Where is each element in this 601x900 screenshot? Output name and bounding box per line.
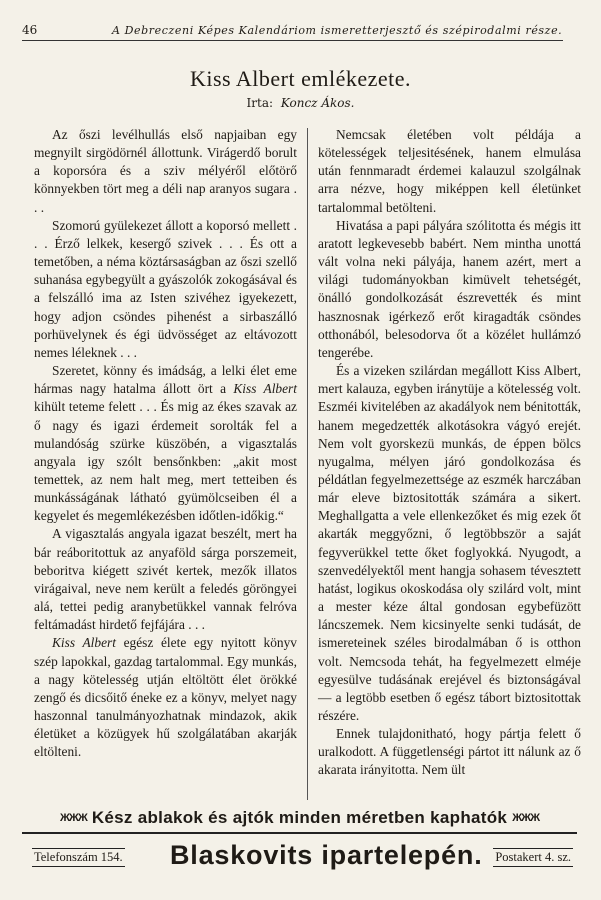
name-emphasis: Kiss Albert	[52, 635, 116, 651]
left-column	[34, 126, 297, 761]
paragraph	[34, 634, 297, 761]
running-title: A Debreczeni Képes Kalendáriom ismeretterjesztő és szépirodalmi része.	[112, 24, 563, 37]
ad-address: Postakert 4. sz.	[493, 848, 573, 867]
byline-label: Irta:	[246, 96, 274, 110]
page-number: 46	[22, 23, 38, 37]
author-name: Koncz Ákos.	[280, 96, 355, 110]
paragraph: Az őszi levélhullás első napjaiban egy megnyilt sirgödörnél állottunk. Virágerdő borult a koporsóra és a sziv mélyéről előtörő könnyekben tört meg a déli nap aranyos sugara . . .	[34, 127, 297, 215]
ad-tagline-row	[22, 808, 577, 830]
byline	[0, 96, 601, 110]
paragraph: Nemcsak életében volt példája a kötelességek teljesitésének, hanem elmulása után fennmaradt érdemei kalauzul szolgálnak arra nézve, hogy miképpen kell életünket tartalommal betölteni.	[318, 127, 581, 215]
paragraph: A vigasztalás angyala igazat beszélt, mert ha bár reáboritottuk az anyaföld sárga porszemeit, beboritva kiégett szivét kertek, mezők illatos virágaival, neve nem került a feledés göröngyei alá, tettei pedig aranybetükkel vannak felróva feltámadást hirdető fejfájára . . .	[34, 526, 297, 633]
article-title: Kiss Albert emlékezete.	[189, 66, 412, 91]
advertisement	[22, 808, 577, 888]
paragraph: Ennek tulajdonitható, hogy pártja felett ő uralkodott. A függetlenségi pártot itt nálunk az ő akarata irányitotta. Nem ült	[318, 726, 581, 778]
name-emphasis: Kiss Albert	[233, 381, 297, 397]
column-divider	[307, 128, 308, 800]
ad-divider	[22, 832, 577, 834]
paragraph	[34, 362, 297, 525]
ornament-icon: ЖЖЖ	[512, 812, 540, 824]
running-header	[22, 22, 563, 41]
ad-tagline: Kész ablakok és ajtók minden méretben kaphatók	[91, 808, 508, 827]
paragraph: Hivatása a papi pályára szólitotta és mégis itt aratott legkevesebb babért. Nem mintha unottá vált volna neki pályája, hanem azért, mert a világi tudományokban kimüvelt tehetségét, önálló gondolkozását észrevették és mint hasznosnak igérkező erőt kiragadták csöndes otthonából, belesodorva őt a közélet hullámzó tengerébe.	[318, 217, 581, 360]
ornament-icon: ЖЖЖ	[59, 812, 87, 824]
paragraph: Szomorú gyülekezet állott a koporsó mellett . . . Érző lelkek, kesergő szivek . . . És ott a temetőben, a néma köztársaságban az őszi szellő suhanása egybegyült a gyászolók zokogásával és a felszálló ima az Isten szivéhez igyekezett, hogy adjon csöndes pihenést a sirbaszálló porhüvelynek és égi üdvösséget az eltávozott nemes léleknek . . .	[34, 217, 297, 360]
text-run: egész élete egy nyitott könyv szép lapokkal, gazdag tartalommal. Egy munkás, a nagy kötelesség utján eltöltött élet örökké zengő és dicsőitő éneke ez a könyv, melyet nagy haszonnal tanulmányozhatnak mindazok, akik életüket a közügyek hű szolgálatában akarják eltölteni.	[34, 635, 297, 760]
ad-company: Blaskovits ipartelepén.	[170, 840, 483, 870]
paragraph: És a vizeken szilárdan megállott Kiss Albert, mert kalauza, egyben iránytüje a kötelesség volt. Eszméi kivitelében az akadályok nem bénitották, hanem megedzették alkotásokra vágyó erejét. Nem volt gyorskezü munkás, de éppen bölcs nyugalma, mélyen járó gondolkozása és példátlan fegyelmezettsége az eszmék harczában már eleve biztositották számára a sikert. Meghallgatta a vele ellenkezőket és mig ezek őt akarták meggyőzni, ő legtöbbször a saját fegyverükkel tette őket foglyokká. Nyugodt, a szenvedélyektől ment hangja sohasem tévesztett hatást, logikus okoskodása oly szilárd volt, mint a mester kéze által gondosan egybefüzött láncszemek. Nem kicsinyelte senki tudását, de ismereteinek széles birodalmában ő is otthon volt. Nemcsoda tehát, ha fegyelmezett elméje egyesülve tudásának erejével és biztonságával — a legtöbb esetben ő egész tábort biztositottak részére.	[318, 363, 581, 723]
ad-phone: Telefonszám 154.	[32, 848, 125, 867]
right-column	[318, 126, 581, 780]
text-run: Szeretet, könny és imádság, a lelki élet eme hármas nagy hatalma állott ört a	[34, 363, 297, 397]
text-run: kihült teteme felett . . . És mig az ékes szavak az ő nagy és igazi érdemeit sorolták fel a mulandóság szürke küszöbén, a vigasztalás angyala igy szólt bensőnkben: „akit most temettek, az nem halt meg, mert tetteiben és munkásságának látható gyümölcseiben él a kegyelet és megemlékezésben időtlen-időkig.“	[34, 399, 297, 524]
